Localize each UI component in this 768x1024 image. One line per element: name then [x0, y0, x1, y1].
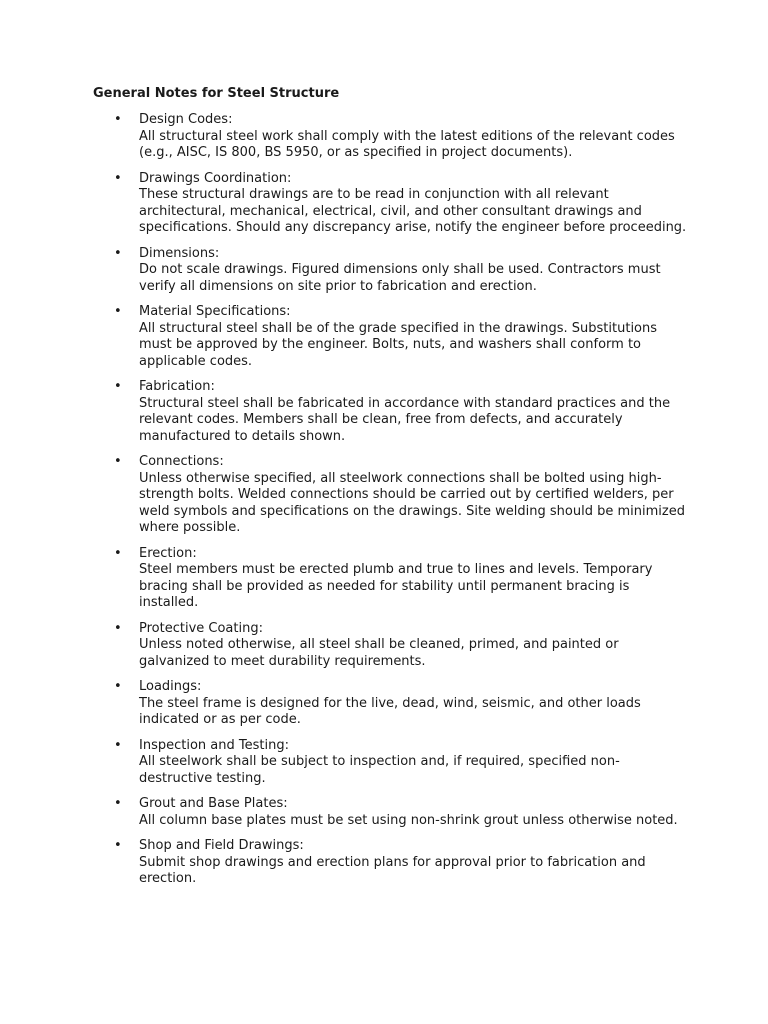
note-heading: Grout and Base Plates:: [139, 796, 288, 811]
note-heading: Design Codes:: [139, 112, 233, 127]
note-body: These structural drawings are to be read in conjunction with all relevant architectural, mechanical, electrical, civil, and other consultant drawings and specifications. Should any discrepancy arise, notify the engineer before proceeding.: [139, 187, 687, 235]
note-grout-and-base-plates: [0, 796, 768, 829]
note-fabrication: [0, 379, 768, 445]
note-body: All structural steel shall be of the grade specified in the drawings. Substitutions must be approved by the engineer. Bolts, nuts, and washers shall conform to applicable codes.: [139, 320, 658, 369]
note-heading: Loadings:: [139, 679, 202, 694]
note-inspection-and-testing: [0, 738, 768, 788]
document-title: General Notes for Steel Structure: [93, 86, 340, 101]
note-heading: Material Specifications:: [139, 304, 291, 319]
note-body: Steel members must be erected plumb and true to lines and levels. Temporary bracing shall be provided as needed for stability until permanent bracing is installed.: [139, 562, 653, 610]
bullet-icon: •: [114, 737, 122, 753]
bullet-icon: •: [114, 112, 122, 127]
note-body: All steelwork shall be subject to inspection and, if required, specified non-destructive testing.: [139, 754, 620, 786]
bullet-icon: •: [114, 454, 122, 469]
note-body: The steel frame is designed for the live, dead, wind, seismic, and other loads indicated or as per code.: [139, 695, 641, 727]
note-heading: Fabrication:: [139, 379, 215, 394]
note-heading: Protective Coating:: [139, 620, 263, 636]
bullet-icon: •: [114, 838, 122, 853]
note-heading: Shop and Field Drawings:: [139, 838, 304, 853]
note-shop-and-field-drawings: [0, 838, 768, 888]
note-body: Submit shop drawings and erection plans for approval prior to fabrication and erection.: [139, 854, 646, 886]
note-body: Structural steel shall be fabricated in accordance with standard practices and the relevant codes. Members shall be clean, free from defects, and accurately manufactured to details shown.: [139, 395, 671, 444]
note-body: Unless otherwise specified, all steelwork connections shall be bolted using high-strength bolts. Welded connections should be carried out by certified welders, per weld symbols and specifications on the drawings. Site welding should be minimized where possible.: [139, 470, 685, 535]
note-heading: Inspection and Testing:: [139, 737, 289, 753]
bullet-icon: •: [114, 379, 122, 394]
note-body: All column base plates must be set using non-shrink grout unless otherwise noted.: [139, 812, 678, 828]
note-protective-coating: [0, 621, 768, 671]
note-dimensions: [0, 246, 768, 296]
bullet-icon: •: [114, 170, 122, 186]
note-heading: Connections:: [139, 454, 224, 469]
bullet-icon: •: [114, 545, 122, 561]
note-body: All structural steel work shall comply with the latest editions of the relevant codes (e.g., AISC, IS 800, BS 5950, or as specified in project documents).: [139, 128, 675, 160]
note-connections: [0, 454, 768, 537]
bullet-icon: •: [114, 245, 122, 261]
bullet-icon: •: [114, 620, 122, 636]
note-body: Unless noted otherwise, all steel shall be cleaned, primed, and painted or galvanized to meet durability requirements.: [139, 637, 619, 669]
note-erection: [0, 546, 768, 612]
bullet-icon: •: [114, 796, 122, 811]
note-heading: Drawings Coordination:: [139, 170, 292, 186]
bullet-icon: •: [114, 304, 122, 319]
note-body: Do not scale drawings. Figured dimensions only shall be used. Contractors must verify all dimensions on site prior to fabrication and erection.: [139, 262, 661, 294]
bullet-icon: •: [114, 679, 122, 694]
note-material-specifications: [0, 304, 768, 370]
general-notes-list: [0, 112, 768, 897]
note-design-codes: [0, 112, 768, 162]
note-heading: Dimensions:: [139, 245, 220, 261]
note-loadings: [0, 679, 768, 729]
note-heading: Erection:: [139, 545, 197, 561]
note-drawings-coordination: [0, 171, 768, 237]
